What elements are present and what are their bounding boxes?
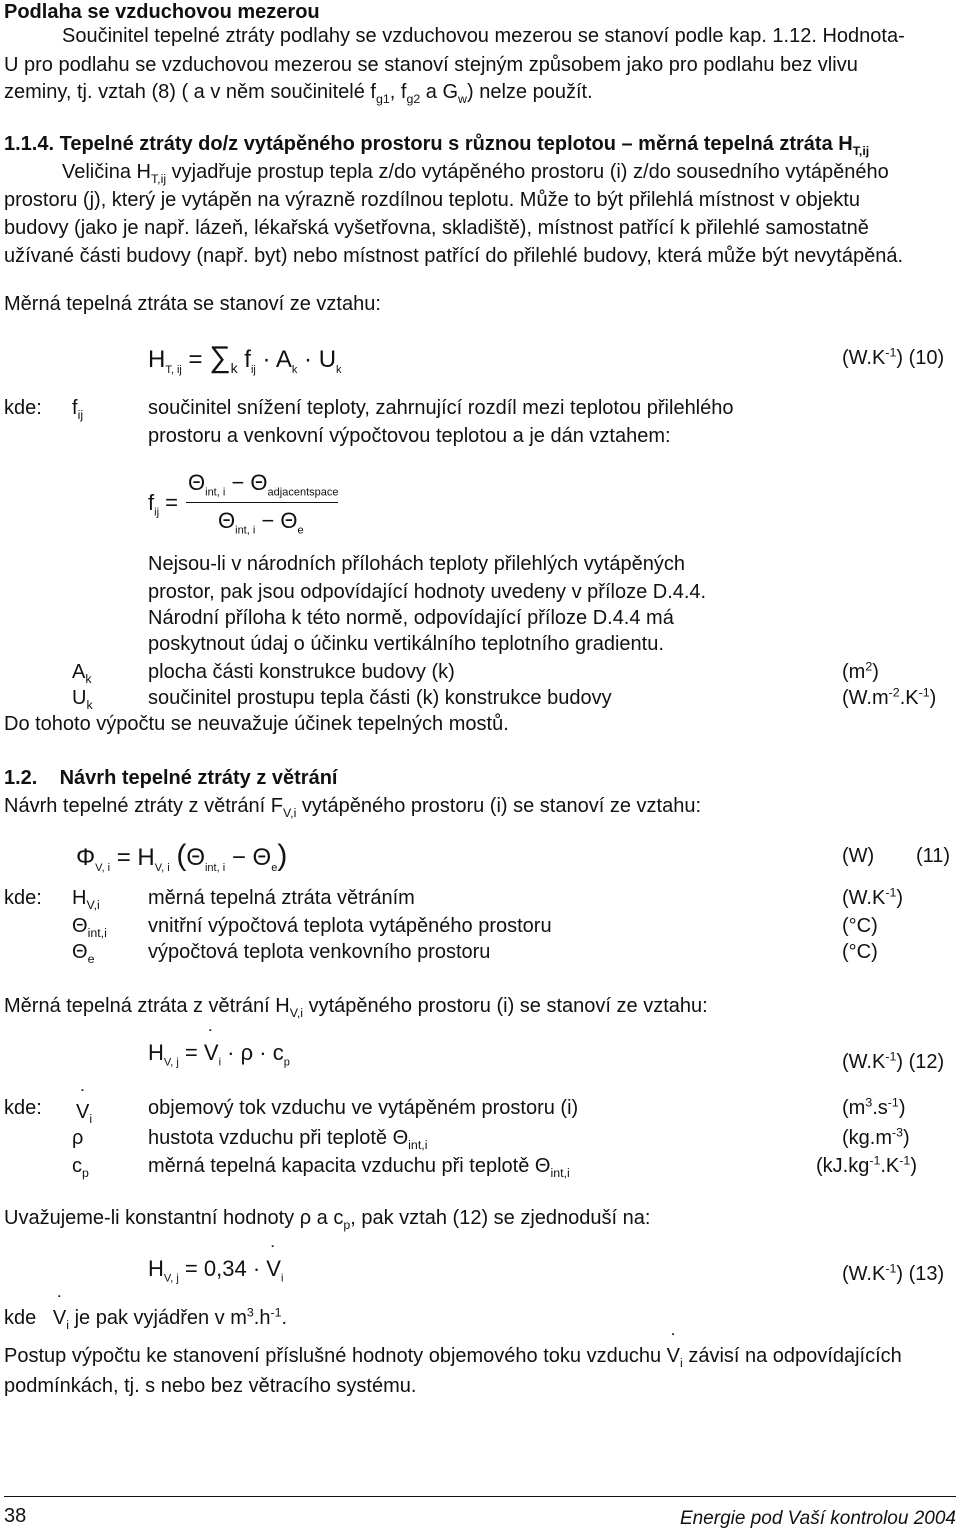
- note-thermal-bridges: Do tohoto výpočtu se neuvažuje účinek tepelných mostů.: [4, 713, 509, 735]
- symbol-rho: ρ: [72, 1127, 84, 1149]
- symbol-H-Vi: $H_{V,i}$: [72, 887, 100, 912]
- unit-V-i: $(m^3.s^{-1})$: [842, 1095, 906, 1119]
- definition-c-p: měrná tepelná kapacita vzduchu při teplotě $\Theta_{int,i}$: [148, 1155, 570, 1180]
- paragraph-line: U pro podlahu se vzduchovou mezerou se stanoví stejným způsobem jako pro podlahu bez vlivu: [4, 54, 858, 76]
- paragraph-line: Součinitel tepelné ztráty podlahy se vzduchovou mezerou se stanoví podle kap. 1.12. Hodnota-: [62, 25, 905, 47]
- symbol-A-k: $A_k$: [72, 661, 92, 686]
- fraction-numerator: $\Theta_{int, i} - \Theta_{adjacentspace}$: [188, 470, 339, 499]
- paragraph-line: Postup výpočtu ke stanovení příslušné hodnoty objemového toku vzduchu ˙ $V_i$ závisí na odpovídajících: [4, 1344, 902, 1368]
- section-heading-ventilation: 1.2. Návrh tepelné ztráty z větrání: [4, 767, 338, 789]
- symbol-theta-e: $\Theta_e$: [72, 941, 95, 966]
- symbol-theta-int: $\Theta_{int,i}$: [72, 915, 107, 940]
- equation-11-unit: (W): [842, 845, 875, 867]
- footer-divider: [4, 1496, 956, 1497]
- paragraph-line: užívané části budovy (např. byt) nebo místnost patřící do přilehlé budovy, která může být nevytápěná.: [4, 245, 904, 267]
- paragraph-line: kde ˙ $V_i$ je pak vyjádřen v $m^3.h^{-1}$.: [4, 1306, 287, 1330]
- fraction-lhs: $f_{ij}$ =: [148, 490, 178, 519]
- equation-11: $\Phi_{V, i} = H_{V, i}$ $(\Theta_{int, i} - \Theta_e)$: [76, 839, 288, 874]
- paragraph-line: Měrná tepelná ztráta se stanoví ze vztahu:: [4, 293, 381, 315]
- paragraph-line: Měrná tepelná ztráta z větrání $H_{V,i}$ vytápěného prostoru (i) se stanoví ze vztahu:: [4, 995, 708, 1020]
- definition-f-ij: součinitel snížení teploty, zahrnující rozdíl mezi teplotou přilehlého: [148, 397, 734, 419]
- note-line: Národní příloha k této normě, odpovídající příloze D.4.4 má: [148, 607, 674, 629]
- unit-H-Vi: $(W.K^{-1})$: [842, 885, 904, 909]
- paragraph-line: podmínkách, tj. s nebo bez větracího systému.: [4, 1375, 417, 1397]
- definition-theta-int: vnitřní výpočtová teplota vytápěného prostoru: [148, 915, 552, 937]
- section-heading-heated-space: 1.1.4. Tepelné ztráty do/z vytápěného prostoru s různou teplotou – měrná tepelná ztráta $H_{T,ij}$: [4, 133, 870, 158]
- equation-10-unit: $(W.K^{-1})$ (10): [842, 345, 945, 369]
- definition-H-Vi: měrná tepelná ztráta větráním: [148, 887, 415, 909]
- paragraph-line: budovy (jako je např. lázeň, lékařská vyšetřovna, skladiště), místnost patřící k přilehlé samostatně: [4, 217, 869, 239]
- where-label: kde:: [4, 1097, 42, 1119]
- paragraph-line: Uvažujeme-li konstantní hodnoty ρ a $c_p$, pak vztah (12) se zjednoduší na:: [4, 1207, 651, 1232]
- section-heading-air-gap-floor: Podlaha se vzduchovou mezerou: [4, 1, 320, 23]
- equation-13-unit: $(W.K^{-1})$ (13): [842, 1261, 945, 1285]
- note-line: prostor, pak jsou odpovídající hodnoty uvedeny v příloze D.4.4.: [148, 581, 707, 603]
- unit-theta-e: (°C): [842, 941, 878, 963]
- unit-U-k: $(W.m^{-2}.K^{-1})$: [842, 685, 937, 709]
- symbol-f-ij: $f_{ij}$: [72, 397, 84, 422]
- unit-A-k: $(m^2)$: [842, 659, 879, 683]
- symbol-U-k: $U_k$: [72, 687, 93, 712]
- unit-theta-int: (°C): [842, 915, 878, 937]
- definition-A-k: plocha části konstrukce budovy (k): [148, 661, 455, 683]
- symbol-V-i: ˙ $V_i$: [76, 1100, 92, 1124]
- where-label: kde:: [4, 887, 42, 909]
- unit-rho: $(kg.m^{-3})$: [842, 1125, 910, 1149]
- definition-rho: hustota vzduchu při teplotě $\Theta_{int,i}$: [148, 1127, 428, 1152]
- equation-10: $H_{T, ij} = \sum_k$ $f_{ij} \cdot A_k \cdot U_k$: [148, 341, 342, 376]
- paragraph-line: prostoru (j), který je vytápěn na výrazně rozdílnou teplotu. Může to být přilehlá místnost v objektu: [4, 189, 860, 211]
- unit-c-p: $(kJ.kg^{-1}.K^{-1})$: [816, 1153, 917, 1177]
- definition-f-ij: prostoru a venkovní výpočtovou teplotou a je dán vztahem:: [148, 425, 671, 447]
- symbol-c-p: $c_p$: [72, 1155, 89, 1180]
- equation-12-unit: $(W.K^{-1})$ (12): [842, 1049, 945, 1073]
- definition-V-i: objemový tok vzduchu ve vytápěném prostoru (i): [148, 1097, 579, 1119]
- where-label: kde:: [4, 397, 42, 419]
- publication-title: Energie pod Vaší kontrolou 2004: [679, 1508, 956, 1529]
- equation-12: $H_{V, j}$ = ˙ $V_i \cdot \rho \cdot c_p$: [148, 1040, 290, 1066]
- note-line: poskytnout údaj o účinku vertikálního teplotního gradientu.: [148, 633, 664, 655]
- paragraph-line: Návrh tepelné ztráty z větrání $F_{V,i}$ vytápěného prostoru (i) se stanoví ze vztahu:: [4, 795, 702, 820]
- definition-theta-e: výpočtová teplota venkovního prostoru: [148, 941, 491, 963]
- page-number: 38: [4, 1505, 27, 1527]
- note-line: Nejsou-li v národních přílohách teploty přilehlých vytápěných: [148, 553, 685, 575]
- fraction-bar: [186, 502, 338, 503]
- paragraph-line: zeminy, tj. vztah (8) ( a v něm součinitelé $f_{g1}$, $f_{g2}$ a $G_w$) nelze použít.: [4, 81, 593, 106]
- equation-11-number: (11): [916, 845, 951, 867]
- equation-13: $H_{V, j} = 0,34$ · ˙ $V_i$: [148, 1256, 283, 1282]
- fraction-denominator: $\Theta_{int, i} - \Theta_e$: [218, 508, 304, 537]
- definition-U-k: součinitel prostupu tepla části (k) konstrukce budovy: [148, 687, 612, 709]
- paragraph-line: Veličina $H_{T,ij}$ vyjadřuje prostup tepla z/do vytápěného prostoru (i) z/do sousedního vytápěného: [62, 161, 889, 186]
